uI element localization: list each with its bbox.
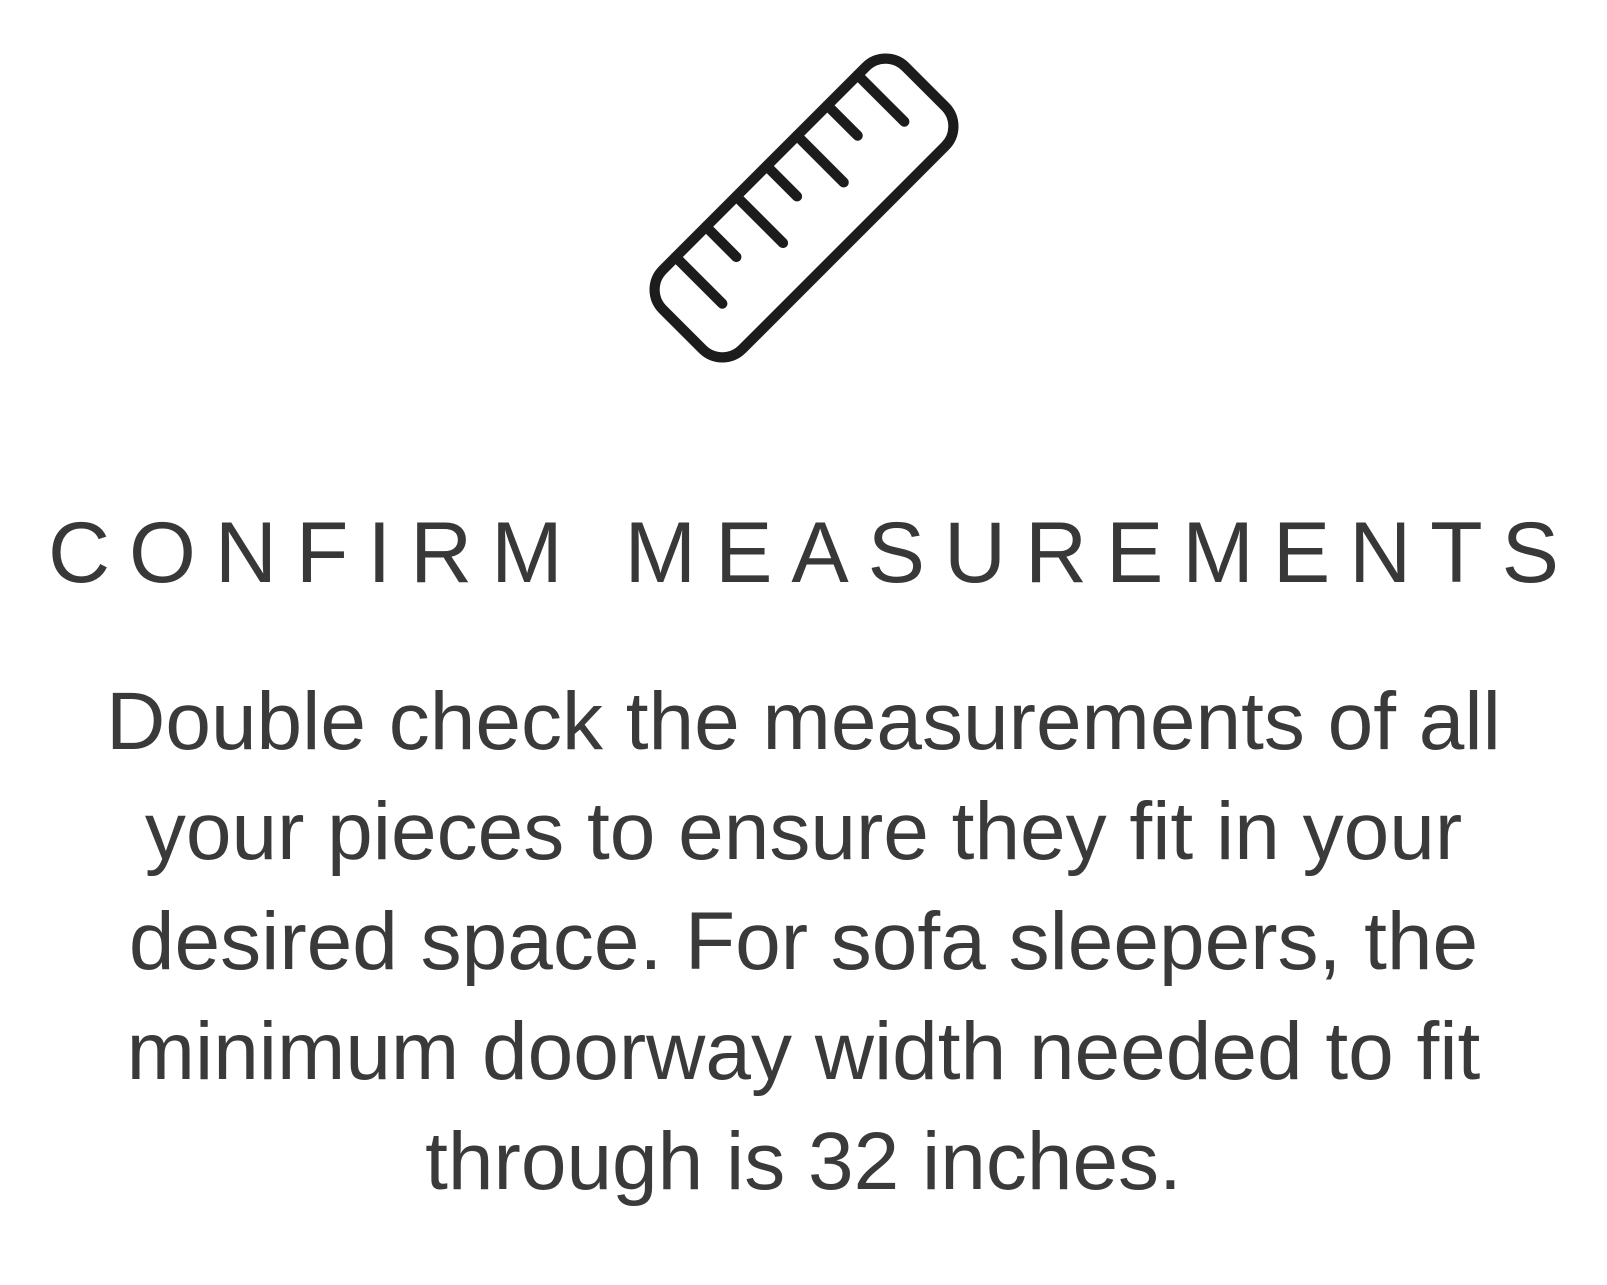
section-description — [0, 667, 1607, 1217]
description-line: through is 32 inches. — [425, 1116, 1182, 1208]
description-line: desired space. For sofa sleepers, the — [128, 896, 1479, 988]
icon-wrap — [0, 0, 1607, 406]
section-title: CONFIRM MEASUREMENTS — [48, 505, 1578, 601]
description-line: minimum doorway width needed to fit — [126, 1006, 1481, 1098]
description-line: your pieces to ensure they fit in your — [144, 786, 1463, 878]
description-line: Double check the measurements of all — [106, 676, 1501, 768]
ruler-icon — [606, 10, 1002, 406]
